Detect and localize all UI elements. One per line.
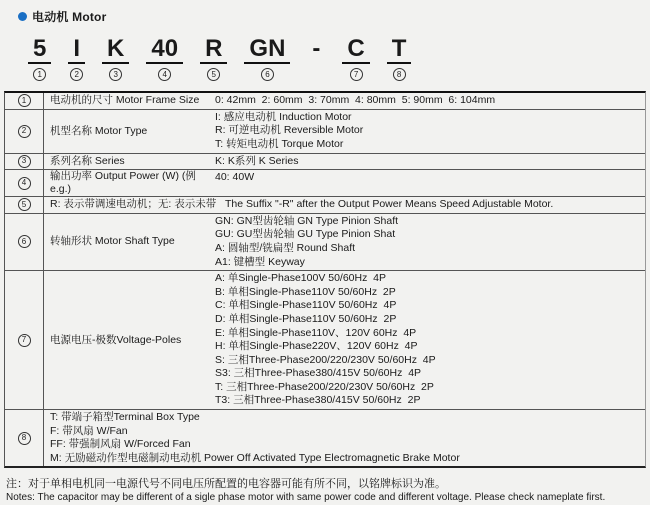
value-line: A: 圆轴型/铣扁型 Round Shaft — [215, 241, 356, 254]
row-values-cell — [215, 214, 645, 270]
circled-number: 7 — [18, 334, 31, 347]
row-description-cell: 电源电压-极数Voltage-Poles — [50, 333, 182, 346]
value-line: I: 感应电动机 Induction Motor — [215, 110, 352, 123]
model-code — [3, 25, 647, 84]
note-en: Notes: The capacitor may be different of a sigle phase motor with same power code and different voltage. Please check nameplate first. — [6, 492, 606, 504]
model-code-segment — [146, 36, 183, 81]
circled-number: 6 — [261, 68, 274, 81]
value-line: T: 带端子箱型Terminal Box Type — [50, 411, 200, 424]
bullet-icon — [18, 12, 27, 21]
value-line: C: 单相Single-Phase110V 50/60Hz 4P — [215, 299, 397, 312]
model-code-letter: 5 — [28, 36, 51, 64]
legend-table — [4, 91, 646, 468]
circled-number: 7 — [350, 68, 363, 81]
table-row — [5, 214, 645, 271]
circled-number: 5 — [18, 198, 31, 211]
circled-number: 1 — [18, 94, 31, 107]
model-code-letter: - — [312, 35, 321, 62]
value-line: A: 单Single-Phase100V 50/60Hz 4P — [215, 272, 387, 285]
value-line: D: 单相Single-Phase110V 50/60Hz 2P — [215, 312, 397, 325]
model-code-letter: K — [102, 36, 129, 64]
model-code-segment — [307, 36, 325, 64]
row-values-cell — [215, 271, 645, 409]
circled-number: 2 — [70, 68, 83, 81]
model-code-segment — [28, 36, 51, 81]
model-code-segment — [244, 36, 290, 81]
model-code-letter: GN — [244, 36, 290, 64]
section-title: 电动机 Motor — [32, 10, 107, 24]
value-line: T: 转矩电动机 Torque Motor — [215, 137, 344, 150]
model-code-segment — [200, 36, 227, 81]
circled-number: 8 — [393, 68, 406, 81]
value-line: F: 带风扇 W/Fan — [50, 424, 128, 437]
table-row — [5, 110, 645, 154]
row-description-cell: 机型名称 Motor Type — [50, 124, 148, 137]
value-line: E: 单相Single-Phase110V、120V 60Hz 4P — [215, 326, 417, 339]
circled-number: 4 — [158, 68, 171, 81]
row-description-cell: 系列名称 Series — [50, 154, 125, 167]
value-line: GN: GN型齿轮轴 GN Type Pinion Shaft — [215, 214, 399, 227]
row-number-cell — [5, 271, 44, 409]
circled-number: 3 — [109, 68, 122, 81]
value-line: R: 可逆电动机 Reversible Motor — [215, 124, 364, 137]
row-values-cell — [215, 93, 645, 109]
row-values-cell — [215, 170, 645, 196]
model-code-letter: 40 — [146, 36, 183, 64]
row-span-cell — [44, 197, 645, 213]
value-line: M: 无励磁动作型电磁制动电动机 Power Off Activated Type Electromagnetic Brake Motor — [50, 451, 460, 464]
value-line: T3: 三相Three-Phase380/415V 50/60Hz 2P — [215, 394, 421, 407]
row-number-cell — [5, 93, 44, 109]
table-row — [5, 271, 645, 410]
value-line: S3: 三相Three-Phase380/415V 50/60Hz 4P — [215, 367, 422, 380]
table-row — [5, 93, 645, 110]
model-code-segment — [387, 36, 412, 81]
row-values-cell — [215, 154, 645, 170]
circled-number: 1 — [33, 68, 46, 81]
row-description-cell: 电动机的尺寸 Motor Frame Size — [50, 94, 200, 107]
row-number-cell — [5, 214, 44, 270]
section-header — [3, 5, 647, 25]
circled-number: 3 — [18, 155, 31, 168]
value-line: B: 单相Single-Phase110V 50/60Hz 2P — [215, 285, 396, 298]
circled-number: 2 — [18, 125, 31, 138]
row-description-cell: 转轴形状 Motor Shaft Type — [50, 235, 175, 248]
row-number-cell — [5, 110, 44, 153]
value-line: 40: 40W — [215, 171, 255, 184]
model-code-segment — [68, 36, 85, 81]
circled-number: 8 — [18, 432, 31, 445]
table-row — [5, 197, 645, 214]
model-code-letter: R — [200, 36, 227, 64]
circled-number: 6 — [18, 235, 31, 248]
model-code-segment — [102, 36, 129, 81]
row-span-cell — [44, 410, 645, 466]
row-number-cell — [5, 154, 44, 170]
table-row — [5, 170, 645, 197]
model-code-segment — [342, 36, 369, 81]
table-row — [5, 154, 645, 171]
circled-number: 4 — [18, 177, 31, 190]
value-line: R: 表示带调速电动机；无: 表示未带 The Suffix "-R" after the Output Power Means Speed Adjustable Motor. — [50, 198, 554, 211]
value-line: S: 三相Three-Phase200/220/230V 50/60Hz 4P — [215, 353, 436, 366]
value-line: T: 三相Three-Phase200/220/230V 50/60Hz 2P — [215, 380, 434, 393]
row-number-cell — [5, 170, 44, 196]
value-line: K: K系列 K Series — [215, 154, 299, 167]
value-line: GU: GU型齿轮轴 GU Type Pinion Shat — [215, 228, 396, 241]
value-line: A1: 键槽型 Keyway — [215, 255, 305, 268]
model-code-letter: I — [68, 36, 85, 64]
model-code-letter: C — [342, 36, 369, 64]
model-code-letter: T — [387, 36, 412, 64]
value-line: H: 单相Single-Phase220V、120V 60Hz 4P — [215, 340, 418, 353]
row-values-cell — [215, 110, 645, 153]
row-number-cell — [5, 410, 44, 466]
note-zh: 注：对于单相电机同一电源代号不同电压所配置的电容器可能有所不同，以铭牌标识为准。 — [6, 478, 446, 491]
row-description-cell: 输出功率 Output Power (W) (例 e.g.) — [50, 170, 196, 196]
notes — [3, 468, 647, 505]
value-line: 0: 42mm 2: 60mm 3: 70mm 4: 80mm 5: 90mm 6: 104mm — [215, 94, 496, 107]
circled-number: 5 — [207, 68, 220, 81]
row-number-cell — [5, 197, 44, 213]
value-line: FF: 带强制风扇 W/Forced Fan — [50, 438, 191, 451]
table-row — [5, 410, 645, 466]
